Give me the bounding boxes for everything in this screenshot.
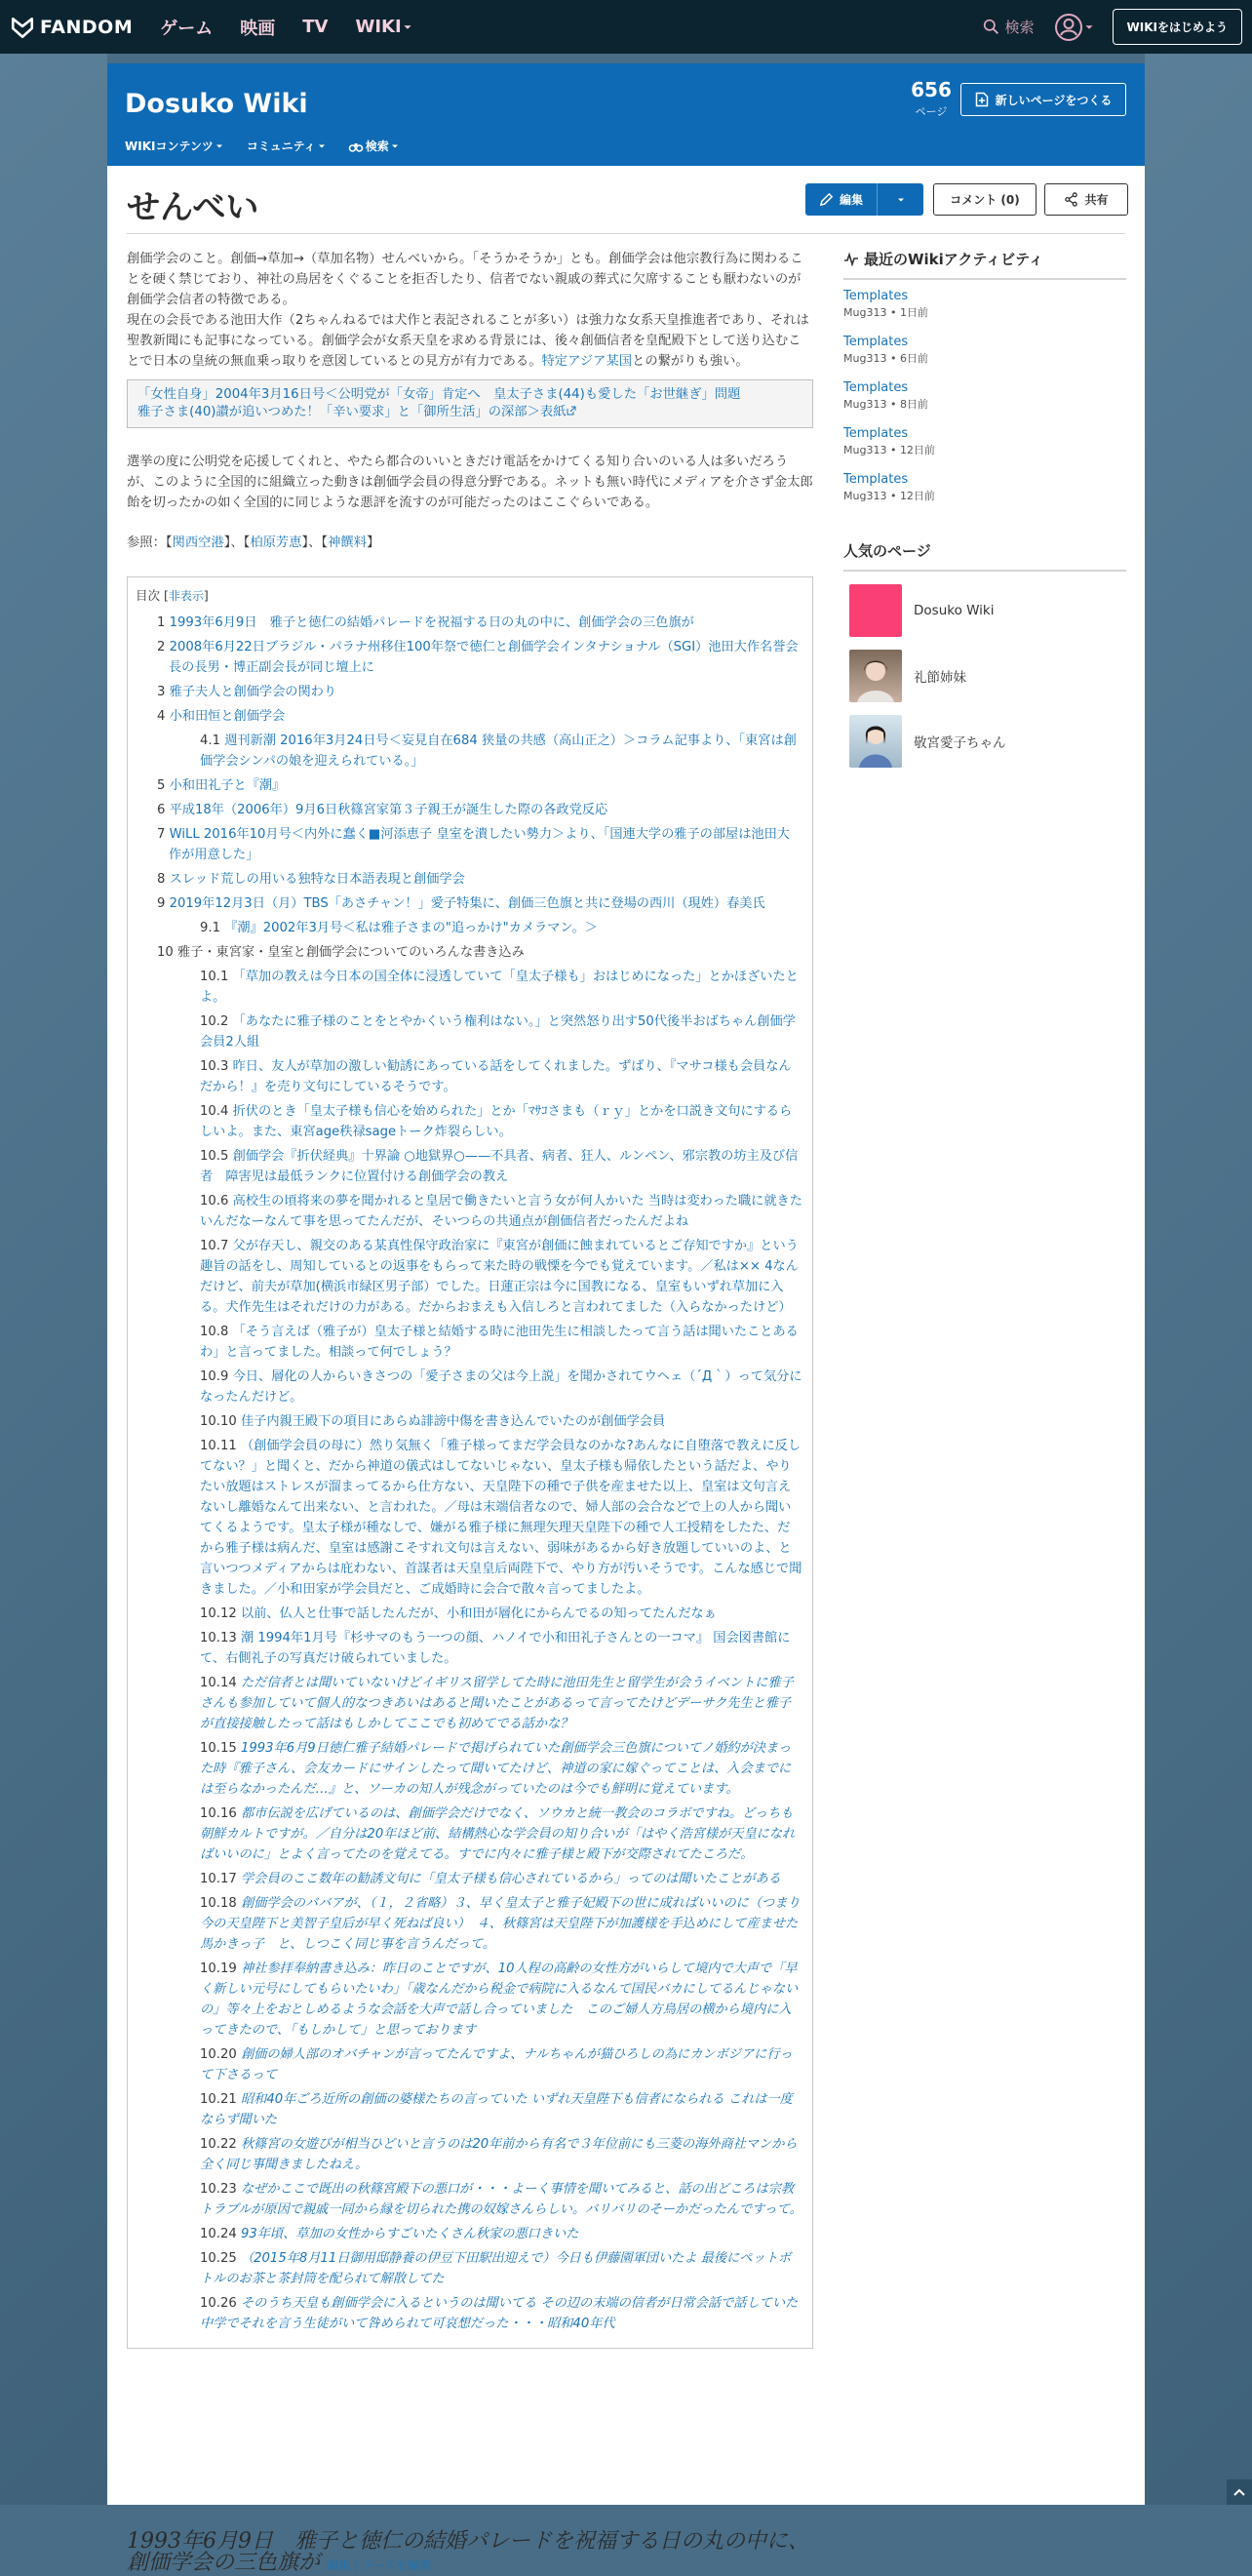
toc-item[interactable]	[134, 1191, 802, 1232]
comment-button[interactable]: コメント (0)	[933, 183, 1037, 216]
share-icon	[1064, 192, 1078, 207]
table-of-contents	[127, 576, 813, 2349]
popular-item-label: 敬宮愛子ちゃん	[914, 735, 1006, 751]
toc-link[interactable]: 学会員のここ数年の勧誘文句に「皇太子様も信心されているから」ってのは聞いたことがある	[240, 1872, 781, 1886]
toc-number: 10.8	[200, 1325, 229, 1339]
toc-number: 10.15	[200, 1741, 237, 1756]
toc-number: 10.17	[200, 1872, 237, 1886]
toc-link[interactable]: 2019年12月3日（月）TBS「あさチャン！」愛子特集に、創価三色旗と共に登場の西川（現姓）春美氏	[169, 896, 765, 911]
nav-tv[interactable]: TV	[302, 17, 329, 37]
activity-time: • 1日前	[889, 306, 928, 319]
intro-link[interactable]: 特定アジア某国	[541, 354, 633, 369]
binoculars-icon	[349, 140, 363, 152]
activity-item-meta	[843, 351, 1126, 366]
toc-item[interactable]	[134, 682, 802, 702]
toc-number: 10.26	[200, 2296, 237, 2311]
toc-item[interactable]	[134, 918, 802, 938]
page-count-label: ページ	[915, 105, 948, 118]
toc-number: 8	[157, 872, 166, 887]
intro-paragraph-1: 創価学会のこと。創価→草加→（草加名物）せんべいから。「そうかそうか」とも。創価学会は他宗教行為に関わることを硬く禁じており、神社の鳥居をくぐることを拒否したり、信者でない親戚の葬式に欠席することも厭わないのが創価学会信者の特徴である。	[127, 252, 803, 307]
toc-link[interactable]: （創価学会員の母に）然り気無く「雅子様ってまだ学会員なのかな?あんなに自堕落で教えに反してない？」と聞くと、だから神道の儀式はしてないじゃない、皇太子様も帰依したという話だよ、やりたい放題はストレスが溜まってるから仕方ない、天皇陛下の種で子供を産ませた以上、皇室は文句言えないし離婚なんて出来ない、と言われた。／母は末端信者なので、婦人部の会合などで上の人から聞いてくるようです。皇太子様が種なしで、嫌がる雅子様に無理矢理天皇陛下の種で人工授精をしたた、だから雅子様は病んだ、皇室は感謝こそすれ文句は言えない、弱味があるから好き放題していいのよ、と言いつつメディアからは庇わない、首謀者は天皇皇后両陛下で、やり方が汚いそうです。こんな感じで聞きました。／小和田家が学会員だと、ご成婚時に会合で散々言ってましたよ。	[200, 1439, 802, 1597]
toc-link[interactable]: 高校生の頃将来の夢を聞かれると皇居で働きたいと言う女が何人かいた 当時は変わった職に就きたいんだなーなんて事を思ってたんだが、そいつらの共通点が創価信者だったんだよね	[200, 1194, 802, 1229]
toc-link[interactable]: 小和田礼子と『潮』	[169, 778, 286, 793]
ref-link-2[interactable]: 柏原芳恵	[250, 535, 302, 550]
global-search[interactable]	[983, 17, 1035, 37]
chevron-down-icon	[402, 21, 413, 33]
toc-number: 10.10	[200, 1414, 237, 1429]
wiki-nav-explore[interactable]	[349, 138, 401, 154]
page-container	[107, 63, 1145, 2575]
toc-item[interactable]	[134, 2179, 802, 2220]
toc-link[interactable]: 都市伝説を広げているのは、創価学会だけでなく、ソウカと統一教会のコラボですね。どっちも朝鮮カルトですが。／自分は20年ほど前、結構熱心な学会員の知り合いが「はやく浩宮様が天皇になればいいのに」とよく言ってたのを覚えてる。すでに内々に雅子様と殿下が交際されてたころだ。	[200, 1806, 796, 1862]
popular-thumb-1	[849, 584, 902, 637]
edit-button[interactable]	[805, 183, 877, 216]
toc-number: 10	[157, 945, 174, 960]
edit-label: 編集	[840, 193, 864, 207]
toc-link[interactable]: 「そう言えば（雅子が）皇太子様と結婚する時に池田先生に相談したって言う話は聞いたことあるわ」と言ってました。相談って何でしょう？	[200, 1325, 799, 1360]
toc-number: 10.23	[200, 2182, 237, 2197]
popular-item[interactable]	[849, 650, 1126, 702]
toc-number: 3	[157, 685, 166, 699]
toc-number: 10.9	[200, 1369, 229, 1384]
ref-link-3[interactable]: 神饌料	[328, 535, 367, 550]
title-divider	[127, 233, 1125, 234]
toc-item[interactable]	[134, 1803, 802, 1865]
toc-number: 10.1	[200, 970, 229, 984]
toc-number: 9.1	[200, 921, 220, 935]
toc-link[interactable]: 平成18年（2006年）9月6日秋篠宮家第３子親王が誕生した際の各政党反応	[169, 803, 608, 817]
toc-number: 10.24	[200, 2227, 237, 2241]
wiki-nav-content-label: WIKIコンテンツ	[125, 139, 214, 153]
toc-item[interactable]	[134, 1101, 802, 1142]
activity-item-title[interactable]: Templates	[843, 380, 909, 395]
chevron-down-icon	[895, 195, 907, 205]
chevron-down-icon	[389, 141, 401, 151]
quote-link-2-text: 雅子さま(40)讃が追いつめた！「辛い要求」と「御所生活」の深部＞表紙	[137, 405, 567, 419]
toc-number: 10.6	[200, 1194, 229, 1209]
references-label: 参照：	[127, 535, 166, 550]
toc-title: 目次	[136, 588, 161, 603]
share-label: 共有	[1084, 193, 1109, 207]
toc-item[interactable]	[134, 2044, 802, 2085]
page-actions	[805, 183, 1136, 216]
activity-item-meta	[843, 489, 1126, 503]
new-page-icon	[975, 92, 989, 107]
page-title: せんべい	[127, 188, 259, 227]
activity-list	[843, 288, 1126, 503]
toc-item[interactable]	[134, 1367, 802, 1407]
popular-item-label: Dosuko Wiki	[914, 603, 995, 618]
wiki-nav-explore-label: 検索	[365, 139, 389, 153]
toc-link[interactable]: 2008年6月22日ブラジル・パラナ州移住100年祭で徳仁と創価学会インタナショナル（SGI）池田大作名誉会長の長男・博正副会長が同じ壇上に	[169, 640, 799, 675]
popular-item[interactable]	[849, 715, 1126, 768]
activity-user[interactable]: Mug313	[843, 444, 887, 456]
activity-user[interactable]: Mug313	[843, 398, 887, 411]
quote-link-1[interactable]: 「女性自身」2004年3月16日号＜公明党が「女帝」肯定へ 皇太子さま(44)も愛した「お世継ぎ」問題	[137, 387, 741, 402]
toc-item[interactable]	[134, 800, 802, 820]
pencil-icon	[819, 192, 834, 207]
toc-item[interactable]	[134, 1959, 802, 2041]
page-count	[902, 79, 960, 119]
toc-number: 10.12	[200, 1606, 237, 1621]
user-avatar-icon	[1054, 13, 1083, 42]
toc-item[interactable]	[134, 2089, 802, 2130]
toc-link[interactable]: 神社参拝奉納書き込み：昨日のことですが、10人程の高齢の女性方がいらして境内で大声で「早く新しい元号にしてもらいたいわ」「歳なんだから税金で病院に入るなんて国民バカにしてるんじゃないの」等々上をおとしめるような会話を大声で話し合っていました このご婦人方鳥居の横から境内に入ってきたので、「もしかして」と思っております	[200, 1962, 799, 2038]
toc-number: 10.25	[200, 2251, 237, 2266]
share-button[interactable]	[1044, 183, 1128, 216]
activity-user[interactable]: Mug313	[843, 306, 887, 319]
popular-thumb-3	[849, 715, 902, 768]
toc-link[interactable]: WiLL 2016年10月号＜内外に蠢く■河添恵子 皇室を潰したい勢力＞より、「国連大学の雅子の部屋は池田大作が用意した」	[169, 827, 790, 862]
toc-item[interactable]	[134, 1056, 802, 1097]
toc-number: 10.14	[200, 1676, 237, 1690]
background-right	[1145, 54, 1252, 2505]
toc-number: 10.11	[200, 1439, 237, 1453]
toc-item[interactable]	[134, 637, 802, 678]
toc-number: 10.4	[200, 1104, 229, 1119]
activity-item-title[interactable]: Templates	[843, 335, 909, 349]
nav-wiki[interactable]	[355, 17, 412, 37]
nav-games[interactable]: ゲーム	[160, 18, 214, 39]
activity-time: • 6日前	[889, 352, 928, 365]
ref-link-1[interactable]: 関西空港	[172, 535, 224, 550]
toc-link[interactable]: 1993年6月9日 雅子と徳仁の結婚パレードを祝福する日の丸の中に、創価学会の三色旗が	[169, 615, 694, 630]
activity-item-title[interactable]: Templates	[843, 426, 909, 441]
toc-item[interactable]	[134, 2248, 802, 2289]
popular-pages	[843, 540, 1126, 768]
toc-link[interactable]: 「あなたに雅子様のことをとやかくいう権利はない。」と突然怒り出す50代後半おばちゃん創価学会員2人組	[200, 1014, 796, 1050]
popular-thumb-2	[849, 650, 902, 702]
wiki-nav-community-label: コミュニティ	[246, 139, 316, 153]
toc-item[interactable]	[134, 706, 802, 727]
toc-item[interactable]	[134, 2224, 802, 2244]
activity-item-title[interactable]: Templates	[843, 289, 909, 303]
page-count-number: 656	[911, 78, 952, 101]
popular-item[interactable]	[849, 584, 1126, 637]
toc-item[interactable]	[134, 775, 802, 796]
chevron-down-icon	[316, 141, 328, 151]
toc-number: 10.3	[200, 1059, 229, 1074]
toc-number: 10.2	[200, 1014, 229, 1029]
toc-link[interactable]: 秋篠宮の女遊びが相当ひどいと言うのは20年前から有名で３年位前にも三菱の海外商社マンから全く同じ事聞きましたねえ。	[200, 2137, 798, 2172]
quote-link-2[interactable]	[137, 404, 802, 421]
toc-link[interactable]: 折伏のとき「皇太子様も信心を始められた」とか「ﾏｻｺさまも（ｒｙ」とかを口説き文句にするらしいよ。また、東宮age秩禄sageトーク炸裂らしい。	[200, 1104, 793, 1139]
toc-link[interactable]: ただ信者とは聞いていないけどイギリス留学してた時に池田先生と留学生が会うイベントに雅子さんも参加していて個人的なつきあいはあると聞いたことがあるって言ってたけどデーサク先生と雅子が直接接触したって話はもしかしてここでも初めてでる話かな？	[200, 1676, 794, 1731]
portrait-image	[849, 715, 902, 768]
toc-item[interactable]	[134, 869, 802, 890]
activity-item-meta	[843, 443, 1126, 457]
activity-icon	[843, 252, 859, 267]
toc-item[interactable]	[134, 1011, 802, 1052]
toc-link[interactable]: 『潮』2002年3月号＜私は雅子さまの"追っかけ"カメラマン。＞	[224, 921, 598, 935]
toc-number: 10.13	[200, 1631, 237, 1645]
popular-item-label: 礼節姉妹	[914, 670, 966, 686]
wiki-title[interactable]: Dosuko Wiki	[125, 89, 308, 119]
activity-user[interactable]: Mug313	[843, 352, 887, 365]
toc-item[interactable]	[134, 2134, 802, 2175]
toc-item[interactable]	[134, 1436, 802, 1600]
toc-link[interactable]: 父が存天し、親交のある某真性保守政治家に『東宮が創価に蝕まれているとご存知ですか』という趣旨の話をし、周知しているとの返事をもらって来た時の戦慄を今でも覚えています。／私は×× 4なんだけど、前夫が草加(横浜市緑区男子部）でした。日蓮正宗は今に国教になる、皇室もいずれ草加に入る。犬作先生はそれだけの力がある。だからおまえも入信しろと言われてました（入らなかったけど）	[200, 1239, 799, 1315]
toc-item[interactable]	[134, 1322, 802, 1363]
toc-link[interactable]: 雅子夫人と創価学会の関わり	[169, 685, 337, 699]
activity-title: 最近のWikiアクティビティ	[864, 251, 1043, 268]
nav-movies[interactable]: 映画	[240, 18, 276, 39]
chevron-down-icon	[1083, 21, 1095, 33]
activity-item-meta	[843, 305, 1126, 320]
toc-number: 4	[157, 709, 166, 724]
chevron-down-icon	[214, 141, 225, 151]
intro-paragraph-2-text: 現在の会長である池田大作（2ちゃんねるでは犬作と表記されることが多い）は強力な女系天皇推進者であり、それは聖教新聞にも記事になっている。創価学会が女系天皇を求める背景には、後々創価信者を皇配殿下として送り込むことで日本の皇統の無血乗っ取りを意図しているとの見方が有力である。	[127, 313, 809, 369]
chevron-up-icon	[1227, 2479, 1252, 2505]
popular-header	[843, 540, 1126, 572]
fandom-logo-text: FANDOM	[40, 16, 134, 38]
references-line: 参照：【関西空港】、【柏原芳恵】、【神饌料】	[127, 535, 380, 550]
toc-link[interactable]: 週刊新潮 2016年3月24日号＜妄見自在684 狭量の共感（高山正之）＞コラム記事より、「東宮は創価学会シンパの娘を迎えられている。」	[200, 733, 797, 769]
global-search-label: 検索	[1004, 19, 1035, 36]
activity-time: • 12日前	[889, 444, 935, 456]
toc-number: 10.5	[200, 1149, 229, 1164]
toc-number: 10.19	[200, 1962, 237, 1976]
toc-number: 10.21	[200, 2092, 237, 2107]
section-source-edit-link[interactable]: ソースを編集	[361, 2558, 432, 2572]
toc-number: 10.20	[200, 2047, 237, 2062]
toc-item[interactable]	[134, 1604, 802, 1624]
activity-time: • 8日前	[889, 398, 928, 411]
toc-link[interactable]: 創価学会のババアが、（１，２省略）３、早く皇太子と雅子妃殿下の世に成ればいいのに（つまり今の天皇陛下と美智子皇后が早く死ねば良い） ４、秋篠宮は天皇陛下が加護様を手込めにして産ませた馬かきっ子 と、しつこく同じ事を言うんだって。	[200, 1896, 801, 1952]
background-left	[0, 54, 107, 2505]
wiki-nav-community[interactable]	[247, 138, 328, 154]
toc-item[interactable]	[134, 1628, 802, 1669]
toc-item[interactable]	[134, 1869, 802, 1889]
toc-number: 10.18	[200, 1896, 237, 1911]
search-icon	[983, 19, 999, 35]
toc-link[interactable]: そのうち天皇も創価学会に入るというのは聞いてる その辺の末端の信者が日常会話で話していた 中学でそれを言う生徒がいて咎められて可哀想だった・・・昭和40年代	[200, 2296, 799, 2331]
activity-time: • 12日前	[889, 490, 935, 502]
wiki-nav	[125, 138, 422, 154]
toc-link[interactable]: 93年頃、草加の女性からすごいたくさん秋家の悪口きいた	[240, 2227, 579, 2241]
toc-item[interactable]	[134, 824, 802, 865]
toc-toggle[interactable]: 非表示	[168, 589, 204, 603]
edit-dropdown-button[interactable]	[877, 183, 923, 216]
popular-title: 人気のページ	[843, 542, 931, 560]
toc-link[interactable]: 創価の婦人部のオバチャンが言ってたんですよ、ナルちゃんが猫ひろしの為にカンボジアに行って下さるって	[200, 2047, 793, 2082]
activity-user[interactable]: Mug313	[843, 490, 887, 502]
toc-number: 10.22	[200, 2137, 237, 2152]
fandom-logo[interactable]	[10, 15, 133, 40]
toc-link[interactable]: 昨日、友人が草加の激しい勧誘にあっている話をしてくれました。ずばり、『マサコ様も会員なんだから！』を売り文句にしているそうです。	[200, 1059, 792, 1094]
toc-number: 10.7	[200, 1239, 229, 1253]
activity-item-meta	[843, 397, 1126, 412]
body-paragraph: 選挙の度に公明党を応援してくれと、やたら都合のいいときだけ電話をかけてくる知り合いのいる人は多いだろうが、このように全国的に組織立った動きは創価学会員の得意分野である。ネットも無い時代にメディアを介さず金太郎飴を切ったかの如く全国的に同じような悪評を流すのが可能だったのはここぐらいである。	[127, 455, 813, 510]
toc-link[interactable]: （2015年8月11日御用邸静養の伊豆下田駅出迎えで）今日も伊藤園軍団いたよ 最後にペットボトルのお茶と茶封筒を配られて解散してた	[200, 2251, 792, 2286]
external-link-icon	[567, 406, 576, 416]
toc-item[interactable]	[134, 967, 802, 1008]
wiki-header	[107, 63, 1145, 166]
nav-wiki-label: WIKI	[355, 17, 402, 37]
toc-link[interactable]: 今日、層化の人からいきさつの「愛子さまの父は今上説」を聞かされてウヘェ（´Д｀）って気分になったんだけど。	[200, 1369, 802, 1405]
activity-item-title[interactable]: Templates	[843, 472, 909, 487]
toc-number: 2	[157, 640, 166, 654]
toc-link[interactable]: 潮 1994年1月号『杉サマのもう一つの顔、ハノイで小和田礼子さんとの一コマ』 国会図書館にて、右側礼子の写真だけ破られていました。	[200, 1631, 791, 1666]
user-menu[interactable]	[1054, 13, 1095, 42]
intro-paragraph-2-tail: との繋がりも強い。	[632, 354, 749, 369]
toc-number: 7	[157, 827, 166, 842]
section-edit-link[interactable]: 編集	[327, 2558, 351, 2572]
toc-link[interactable]: なぜかここで既出の秋篠宮殿下の悪口が・・・よーく事情を聞いてみると、話の出どころは宗教トラブルが原因で親戚一同から縁を切られた携の奴嫁さんらしい。バリバリのそーかだったんですって。	[200, 2182, 802, 2217]
toc-link[interactable]: スレッド荒しの用いる独特な日本語表現と創価学会	[169, 872, 465, 887]
global-nav	[0, 0, 1252, 54]
toc-list	[134, 613, 802, 2334]
toc-link[interactable]: 1993年6月9日徳仁雅子結婚パレードで掲げられていた創価学会三色旗についてノ婚約が決まった時『雅子さん、会友カードにサインしたって聞いてたけど、神道の家に嫁ぐってことは、入会までには至らなかったんだ…』と、ソーカの知人が残念がっていたのは今でも鮮明に覚えています。	[200, 1741, 792, 1797]
toc-item[interactable]	[134, 1673, 802, 1734]
activity-header	[843, 249, 1126, 280]
section-heading: 1993年6月9日 雅子と徳仁の結婚パレードを祝福する日の丸の中に、創価学会の三色旗が 編集 | ソースを編集	[127, 2529, 809, 2575]
toc-link: 雅子・東宮家・皇室と創価学会についてのいろんな書き込み	[176, 945, 525, 960]
new-page-label: 新しいページをつくる	[995, 93, 1113, 107]
portrait-image	[849, 650, 902, 702]
toc-item[interactable]	[134, 1411, 802, 1432]
wiki-nav-content[interactable]	[125, 138, 225, 154]
toc-item[interactable]	[134, 731, 802, 772]
quote-box	[127, 379, 813, 428]
toc-item[interactable]	[134, 1893, 802, 1955]
toc-header: 目次 [非表示]	[136, 588, 209, 603]
toc-item[interactable]	[134, 942, 802, 963]
toc-link[interactable]: 佳子内親王殿下の項目にあらぬ誹謗中傷を書き込んでいたのが創価学会員	[240, 1414, 666, 1429]
intro-paragraph-2	[127, 310, 813, 372]
toc-link[interactable]: 昭和40年ごろ近所の創価の婆様たちの言っていた いずれ天皇陛下も信者になられる これは一度ならず聞いた	[200, 2092, 793, 2127]
toc-number: 5	[157, 778, 166, 793]
toc-number: 6	[157, 803, 166, 817]
toc-item[interactable]	[134, 1236, 802, 1318]
toc-link[interactable]: 創価学会『折伏経典』十界論 ○地獄界○——不具者、病者、狂人、ルンペン、邪宗教の坊主及び信者 障害児は最低ランクに位置付ける創価学会の教え	[200, 1149, 799, 1184]
scroll-to-top-button[interactable]	[1227, 2479, 1252, 2505]
toc-link[interactable]: 「草加の教えは今日本の国全体に浸透していて「皇太子様も」おはじめになった」とかほざいたとよ。	[200, 970, 799, 1005]
section-heading-text: 1993年6月9日 雅子と徳仁の結婚パレードを祝福する日の丸の中に、創価学会の三色旗が	[127, 2529, 809, 2575]
toc-item[interactable]	[134, 1146, 802, 1187]
toc-item[interactable]	[134, 613, 802, 633]
toc-number: 10.16	[200, 1806, 237, 1821]
toc-item[interactable]	[134, 1738, 802, 1800]
toc-item[interactable]	[134, 893, 802, 914]
article-content	[127, 249, 813, 2349]
new-page-button[interactable]	[960, 83, 1126, 116]
start-wiki-button[interactable]: WIKIをはじめよう	[1113, 9, 1242, 45]
fandom-heart-icon	[10, 15, 35, 40]
toc-link[interactable]: 以前、仏人と仕事で話したんだが、小和田が層化にからんでるの知ってたんだなぁ	[240, 1606, 717, 1621]
toc-item[interactable]	[134, 2293, 802, 2334]
toc-number: 1	[157, 615, 166, 630]
toc-link[interactable]: 小和田恒と創価学会	[169, 709, 286, 724]
right-rail	[843, 249, 1126, 768]
toc-number: 4.1	[200, 733, 220, 748]
toc-number: 9	[157, 896, 166, 911]
